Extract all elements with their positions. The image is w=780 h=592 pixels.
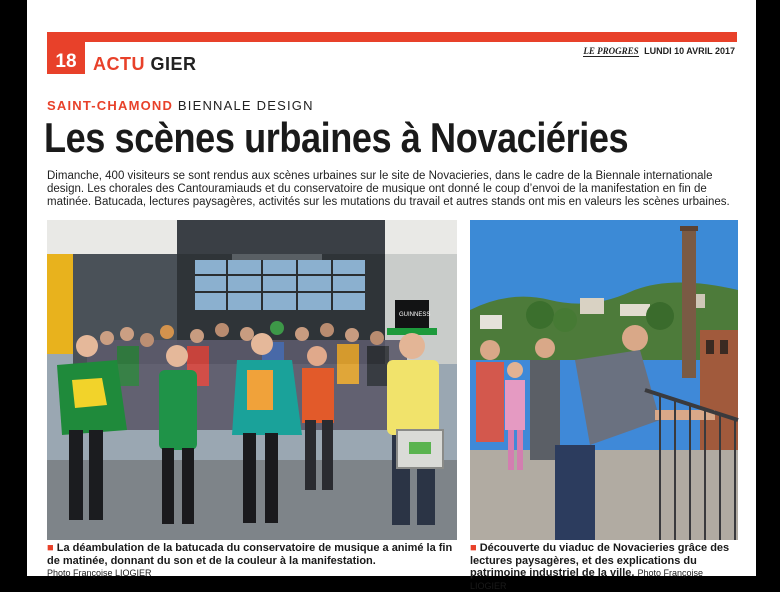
caption-text: La déambulation de la batucada du conservatoire de musique a animé la fin de matinée, donnant du son et de la couleur à la manifestation. [47,542,453,567]
caption-bullet-icon: ■ [470,542,477,554]
page-number: 18 [47,32,85,74]
caption-bullet-icon: ■ [47,542,54,554]
article-headline: Les scènes urbaines à Novaciéries [44,114,629,161]
kicker-city: SAINT-CHAMOND [47,98,174,113]
section-part2: GIER [150,54,197,74]
photo-caption-1 [47,542,457,580]
kicker-topic: BIENNALE DESIGN [177,98,314,113]
photo-credit: Photo Françoise LIOGIER [47,568,152,578]
article-kicker [47,98,314,113]
photo-credit: Photo Françoise LIOGIER [470,568,704,591]
masthead-info [583,46,735,56]
batucada-scene [47,220,457,540]
photo-caption-2 [470,542,738,592]
newspaper-page [27,0,756,591]
issue-date: LUNDI 10 AVRIL 2017 [644,46,735,56]
newspaper-logo: LE PROGRES [583,46,639,56]
article-lede: Dimanche, 400 visiteurs se sont rendus aux scènes urbaines sur le site de Novacieries, dans le cadre de la Biennale internationale design. Les chorales des Cantouramiauds et du conservatoire de musique ont donné le coup d’envoi de la manifestation en fin de matinée. Batucada, lectures paysagères, activités sur les mutations du travail et autres stands ont mis en valeurs les scènes urbaines. [47,170,730,209]
viaduct-scene [470,220,738,540]
page-header [47,32,737,74]
photo-viaduct [470,220,738,540]
section-title [93,54,197,75]
section-part1: ACTU [93,54,145,74]
photo-batucada [47,220,457,540]
hat-text: GUINNESS [399,312,431,318]
header-red-rule [47,32,737,42]
caption-text: Découverte du viaduc de Novacieries grâce des lectures paysagères, et des explications du patrimoine industriel de la ville. [470,542,730,579]
